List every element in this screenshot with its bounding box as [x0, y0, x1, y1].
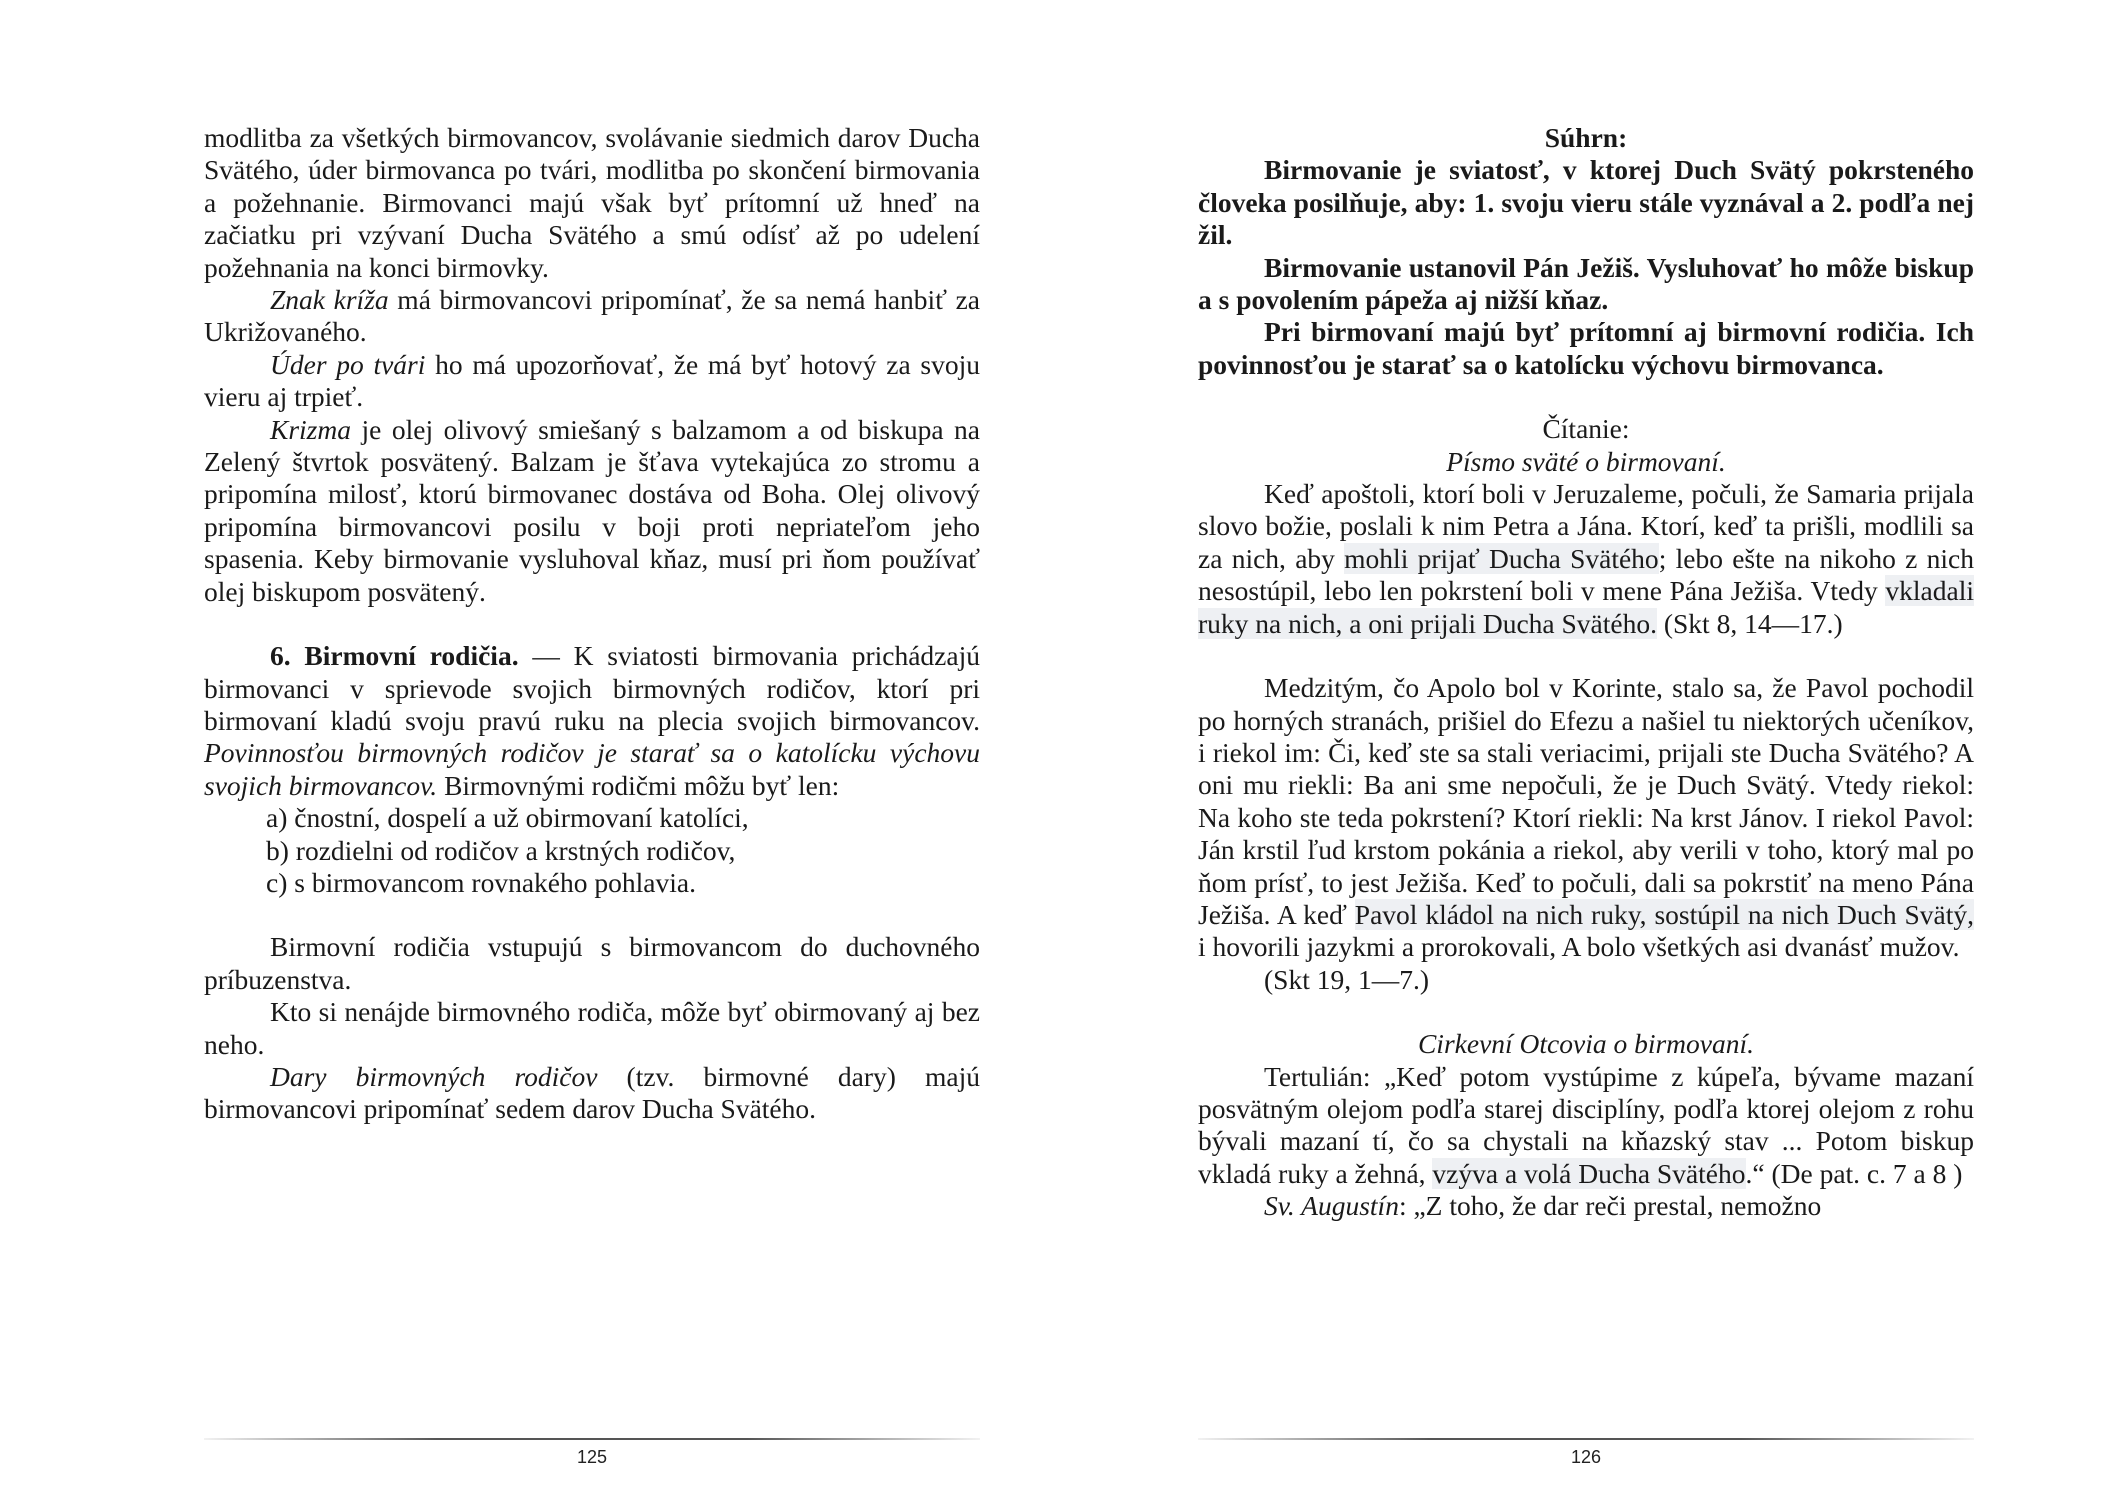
reading-text: ; lebo ešte na nikoho z nich nesostúpil, lebo len pokrstení boli v mene Pána Ježiša. Vtedy: [1198, 542, 1974, 607]
section-6-text-end: Birmovnými rodičmi môžu byť len:: [437, 769, 840, 801]
tertulian-paragraph: [1198, 1061, 1974, 1191]
reading-text: i hovorili jazykmi a prorokovali, A bolo všetkých asi dvanásť mužov.: [1198, 931, 1960, 963]
highlighted-text: vzýva a volá Ducha Svätého: [1432, 1157, 1746, 1189]
paragraph-slap: [204, 349, 980, 414]
paragraph-chrism: [204, 414, 980, 608]
list-item: a) čnostní, dospelí a už obirmovaní katolíci,: [266, 802, 749, 834]
summary-point: Pri birmovaní majú byť prítomní aj birmovní rodičia. Ich povinnosťou je starať sa o katolícku výchovu birmovanca.: [1198, 316, 1974, 380]
text-dary: (tzv. birmovné dary) majú birmovancovi pripomínať sedem darov Ducha Svätého.: [204, 1060, 980, 1125]
fathers-heading: Cirkevní Otcovia o birmovaní.: [1417, 1028, 1755, 1060]
spacer: [1198, 381, 1974, 413]
footer-rule: [204, 1438, 980, 1440]
quote-text: Tertulián: „Keď potom vystúpime z kúpeľa, bývame mazaní posvätným olejom podľa starej disciplíny, podľa ktorej olejom z rohu bývali mazaní tí, čo sa chystali na kňazský stav ... Potom biskup vkladá ruky a žehná,: [1198, 1060, 1974, 1189]
quote-text: .“ (De pat. c. 7 a 8 ): [1745, 1157, 1963, 1189]
spacer: [204, 899, 980, 931]
summary-point: Birmovanie ustanovil Pán Ježiš. Vysluhovať ho môže biskup a s povolením pápeža aj nižší kňaz.: [1198, 251, 1974, 316]
text-krizma: je olej olivový smiešaný s balzamom a od biskupa na Zelený štvrtok posvätený. Balzam je šťava vytekajúca zo stromu a pripomína milosť, ktorú birmovanec dostáva od Boha. Olej olivový pripomína birmovancovi posilu v boji proti nepriateľom jeho spasenia. Keby birmovanie vysluhoval kňaz, musí pri ňom používať olej biskupom posvätený.: [204, 413, 980, 607]
section-6-text: — K sviatosti birmovania prichádzajú birmovanci v sprievode svojich birmovných rodičov, ktorí pri birmovaní kladú svoju pravú ruku na plecia svojich birmovancov.: [204, 640, 980, 736]
paragraph-sign-of-cross: [204, 284, 980, 349]
reading-reference: (Skt 19, 1—7.): [1264, 963, 1429, 995]
reading-heading: Čítanie:: [1542, 413, 1630, 445]
section-6-duty: Povinnosťou birmovných rodičov je starať sa o katolícku výchovu svojich birmovancov.: [204, 737, 980, 801]
section-6-paragraph: [204, 640, 980, 802]
text-znak-kriza: má birmovancovi pripomínať, že sa nemá hanbiť za Ukrižovaného.: [204, 284, 981, 348]
term-augustin: Sv. Augustín: [1264, 1190, 1399, 1222]
spacer: [1198, 640, 1974, 672]
highlighted-text: Pavol kládol na nich ruky, sostúpil na nich Duch Svätý,: [1354, 898, 1974, 930]
paragraph-without-sponsor: Kto si nenájde birmovného rodiča, môže byť obirmovaný aj bez neho.: [204, 996, 980, 1060]
paragraph-kinship: Birmovní rodičia vstupujú s birmovancom do duchovného príbuzenstva.: [204, 931, 980, 995]
paragraph-gifts: [204, 1061, 980, 1126]
reading-text: Keď apoštoli, ktorí boli v Jeruzaleme, počuli, že Samaria prijala slovo božie, poslali k nim Petra a Jána. Ktorí, keď ta prišli, modlili sa za nich, aby: [1198, 478, 1974, 574]
list-item: c) s birmovancom rovnakého pohlavia.: [266, 866, 696, 898]
section-6-heading: 6. Birmovní rodičia.: [270, 640, 519, 672]
spacer: [204, 608, 980, 640]
left-text-column: [204, 122, 980, 1126]
page-number: 126: [1570, 1447, 1602, 1467]
summary-heading: Súhrn:: [1544, 122, 1628, 153]
highlighted-text: vkladali ruky na nich, a oni prijali Ducha Svätého.: [1198, 575, 1974, 639]
list-item: b) rozdielni od rodičov a krstných rodičov,: [266, 834, 736, 866]
footer-rule: [1198, 1438, 1974, 1440]
right-text-column: [1198, 122, 1974, 1223]
reading-text: Medzitým, čo Apolo bol v Korinte, stalo sa, že Pavol pochodil po horných stranách, prišiel do Efezu a našiel tu niektorých učeníkov, i riekol im: Či, keď ste sa stali veriacimi, prijali ste Ducha Svätého? A oni mu riekli: Ba ani sme nepočuli, že je Duch Svätý. Vtedy riekol: Na koho ste teda pokrstení? Ktorí riekli: Na krst Jánov. I riekol Pavol: Ján krstil ľud krstom pokánia a riekol, aby verili v toho, ktorý mal po ňom prísť, to jest Ježiša. Keď to počuli, dali sa pokrstiť na meno Pána Ježiša. A keď: [1198, 672, 1974, 930]
augustin-paragraph: [1198, 1190, 1974, 1222]
text-uder: ho má upozorňovať, že má byť hotový za svoju vieru aj trpieť.: [204, 348, 980, 413]
summary-point: Birmovanie je sviatosť, v ktorej Duch Svätý pokrsteného človeka posilňuje, aby: 1. svoju vieru stále vyznával a 2. podľa nej žil.: [1198, 154, 1974, 251]
term-krizma: Krizma: [270, 413, 351, 445]
page-number: 125: [576, 1447, 608, 1467]
quote-text: : „Z toho, že dar reči prestal, nemožno: [1398, 1190, 1822, 1222]
reading-paragraph: [1198, 478, 1974, 640]
page-right: [1061, 0, 2122, 1500]
term-dary: Dary birmovných rodičov: [270, 1060, 598, 1092]
reading-subheading: Písmo sväté o birmovaní.: [1446, 445, 1726, 477]
reading-reference: (Skt 8, 14—17.): [1656, 607, 1843, 639]
term-uder: Úder po tvári: [270, 348, 426, 380]
spacer: [1198, 996, 1974, 1028]
paragraph-prayer: modlitba za všetkých birmovancov, svolávanie siedmich darov Ducha Svätého, úder birmovanca po tvári, modlitba po skončení birmovania a požehnanie. Birmovanci majú však byť prítomní už hneď na začiatku pri vzývaní Ducha Svätého a smú odísť až po udelení požehnania na konci birmovky.: [204, 122, 980, 283]
highlighted-text: mohli prijať Ducha Svätého: [1344, 542, 1659, 574]
term-znak-kriza: Znak kríža: [270, 284, 389, 316]
reading-paragraph: [1198, 672, 1974, 964]
